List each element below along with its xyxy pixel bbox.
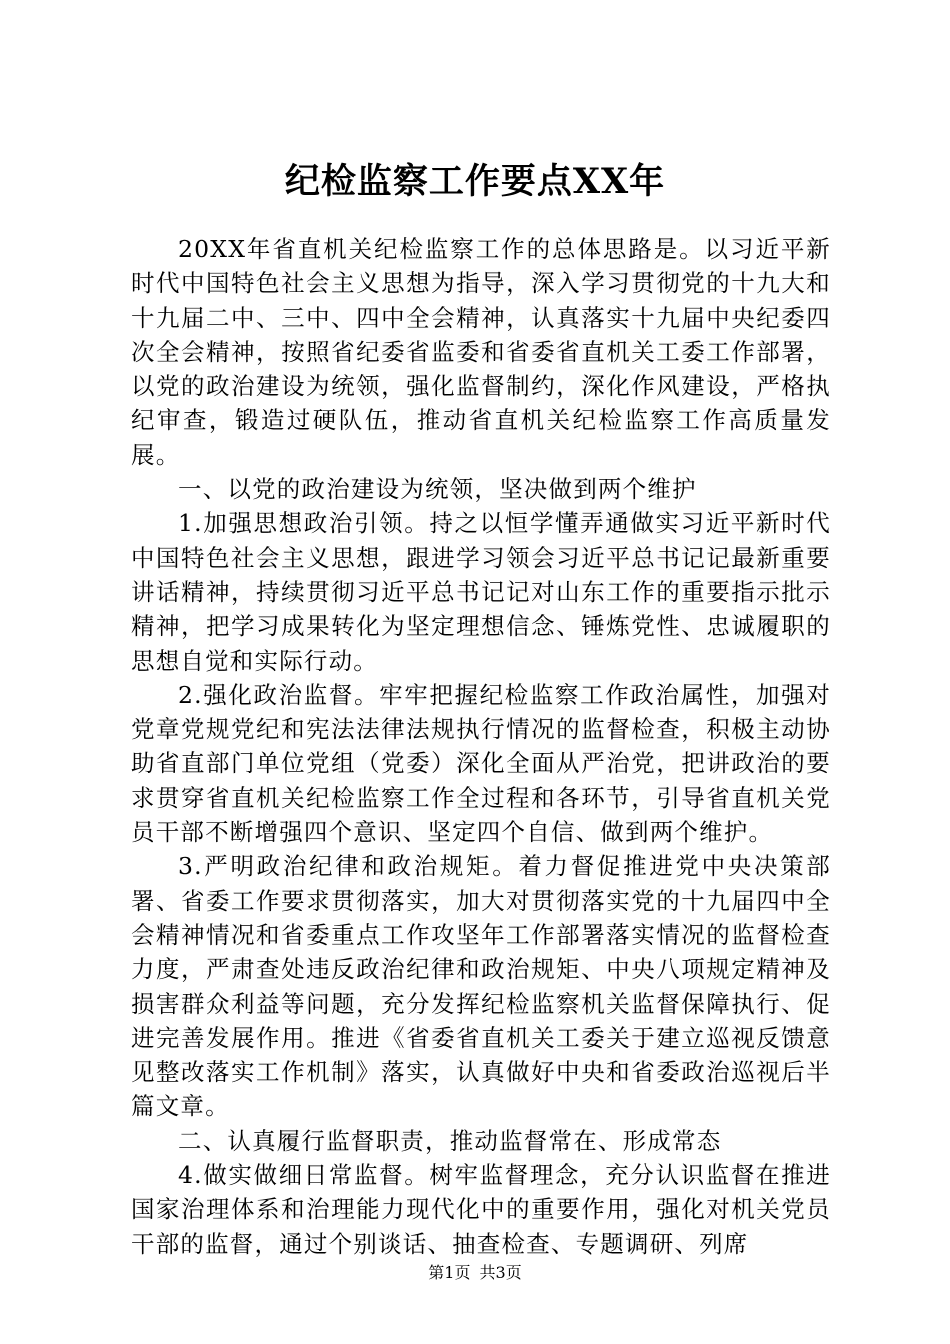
section-heading-1: 一、以党的政治建设为统领，坚决做到两个维护	[178, 475, 697, 504]
document-title: 纪检监察工作要点XX年	[284, 161, 666, 202]
page-number: 第1页	[428, 1263, 471, 1282]
page-footer	[0, 1263, 950, 1283]
item-paragraph-4: 4.做实做细日常监督。树牢监督理念，充分认识监督在推进国家治理体系和治理能力现代化中的重要作用，强化对机关党员干部的监督，通过个别谈话、抽查检查、专题调研、列席	[131, 1161, 831, 1258]
item-paragraph-2: 2.强化政治监督。牢牢把握纪检监察工作政治属性，加强对党章党规党纪和宪法法律法规执行情况的监督检查，积极主动协助省直部门单位党组（党委）深化全面从严治党，把讲政治的要求贯穿省直机关纪检监察工作全过程和各环节，引导省直机关党员干部不断增强四个意识、坚定四个自信、做到两个维护。	[131, 680, 831, 847]
item-paragraph-3: 3.严明政治纪律和政治规矩。着力督促推进党中央决策部署、省委工作要求贯彻落实，加大对贯彻落实党的十九届四中全会精神情况和省委重点工作攻坚年工作部署落实情况的监督检查力度，严肃查处违反政治纪律和政治规矩、中央八项规定精神及损害群众利益等问题，充分发挥纪检监察机关监督保障执行、促进完善发展作用。推进《省委省直机关工委关于建立巡视反馈意见整改落实工作机制》落实，认真做好中央和省委政治巡视后半篇文章。	[131, 852, 831, 1121]
section-heading-2: 二、认真履行监督职责，推动监督常在、形成常态	[178, 1126, 722, 1155]
page-total: 共3页	[479, 1263, 522, 1282]
document-body	[131, 232, 831, 1261]
item-paragraph-1: 1.加强思想政治引领。持之以恒学懂弄通做实习近平新时代中国特色社会主义思想，跟进学习领会习近平总书记记最新重要讲话精神，持续贯彻习近平总书记记对山东工作的重要指示批示精神，把学习成果转化为坚定理想信念、锤炼党性、忠诚履职的思想自觉和实际行动。	[131, 509, 831, 675]
intro-paragraph: 20XX年省直机关纪检监察工作的总体思路是。以习近平新时代中国特色社会主义思想为指导，深入学习贯彻党的十九大和十九届二中、三中、四中全会精神，认真落实十九届中央纪委四次全会精神，按照省纪委省监委和省委省直机关工委工作部署，以党的政治建设为统领，强化监督制约，深化作风建设，严格执纪审查，锻造过硬队伍，推动省直机关纪检监察工作高质量发展。	[131, 235, 831, 469]
